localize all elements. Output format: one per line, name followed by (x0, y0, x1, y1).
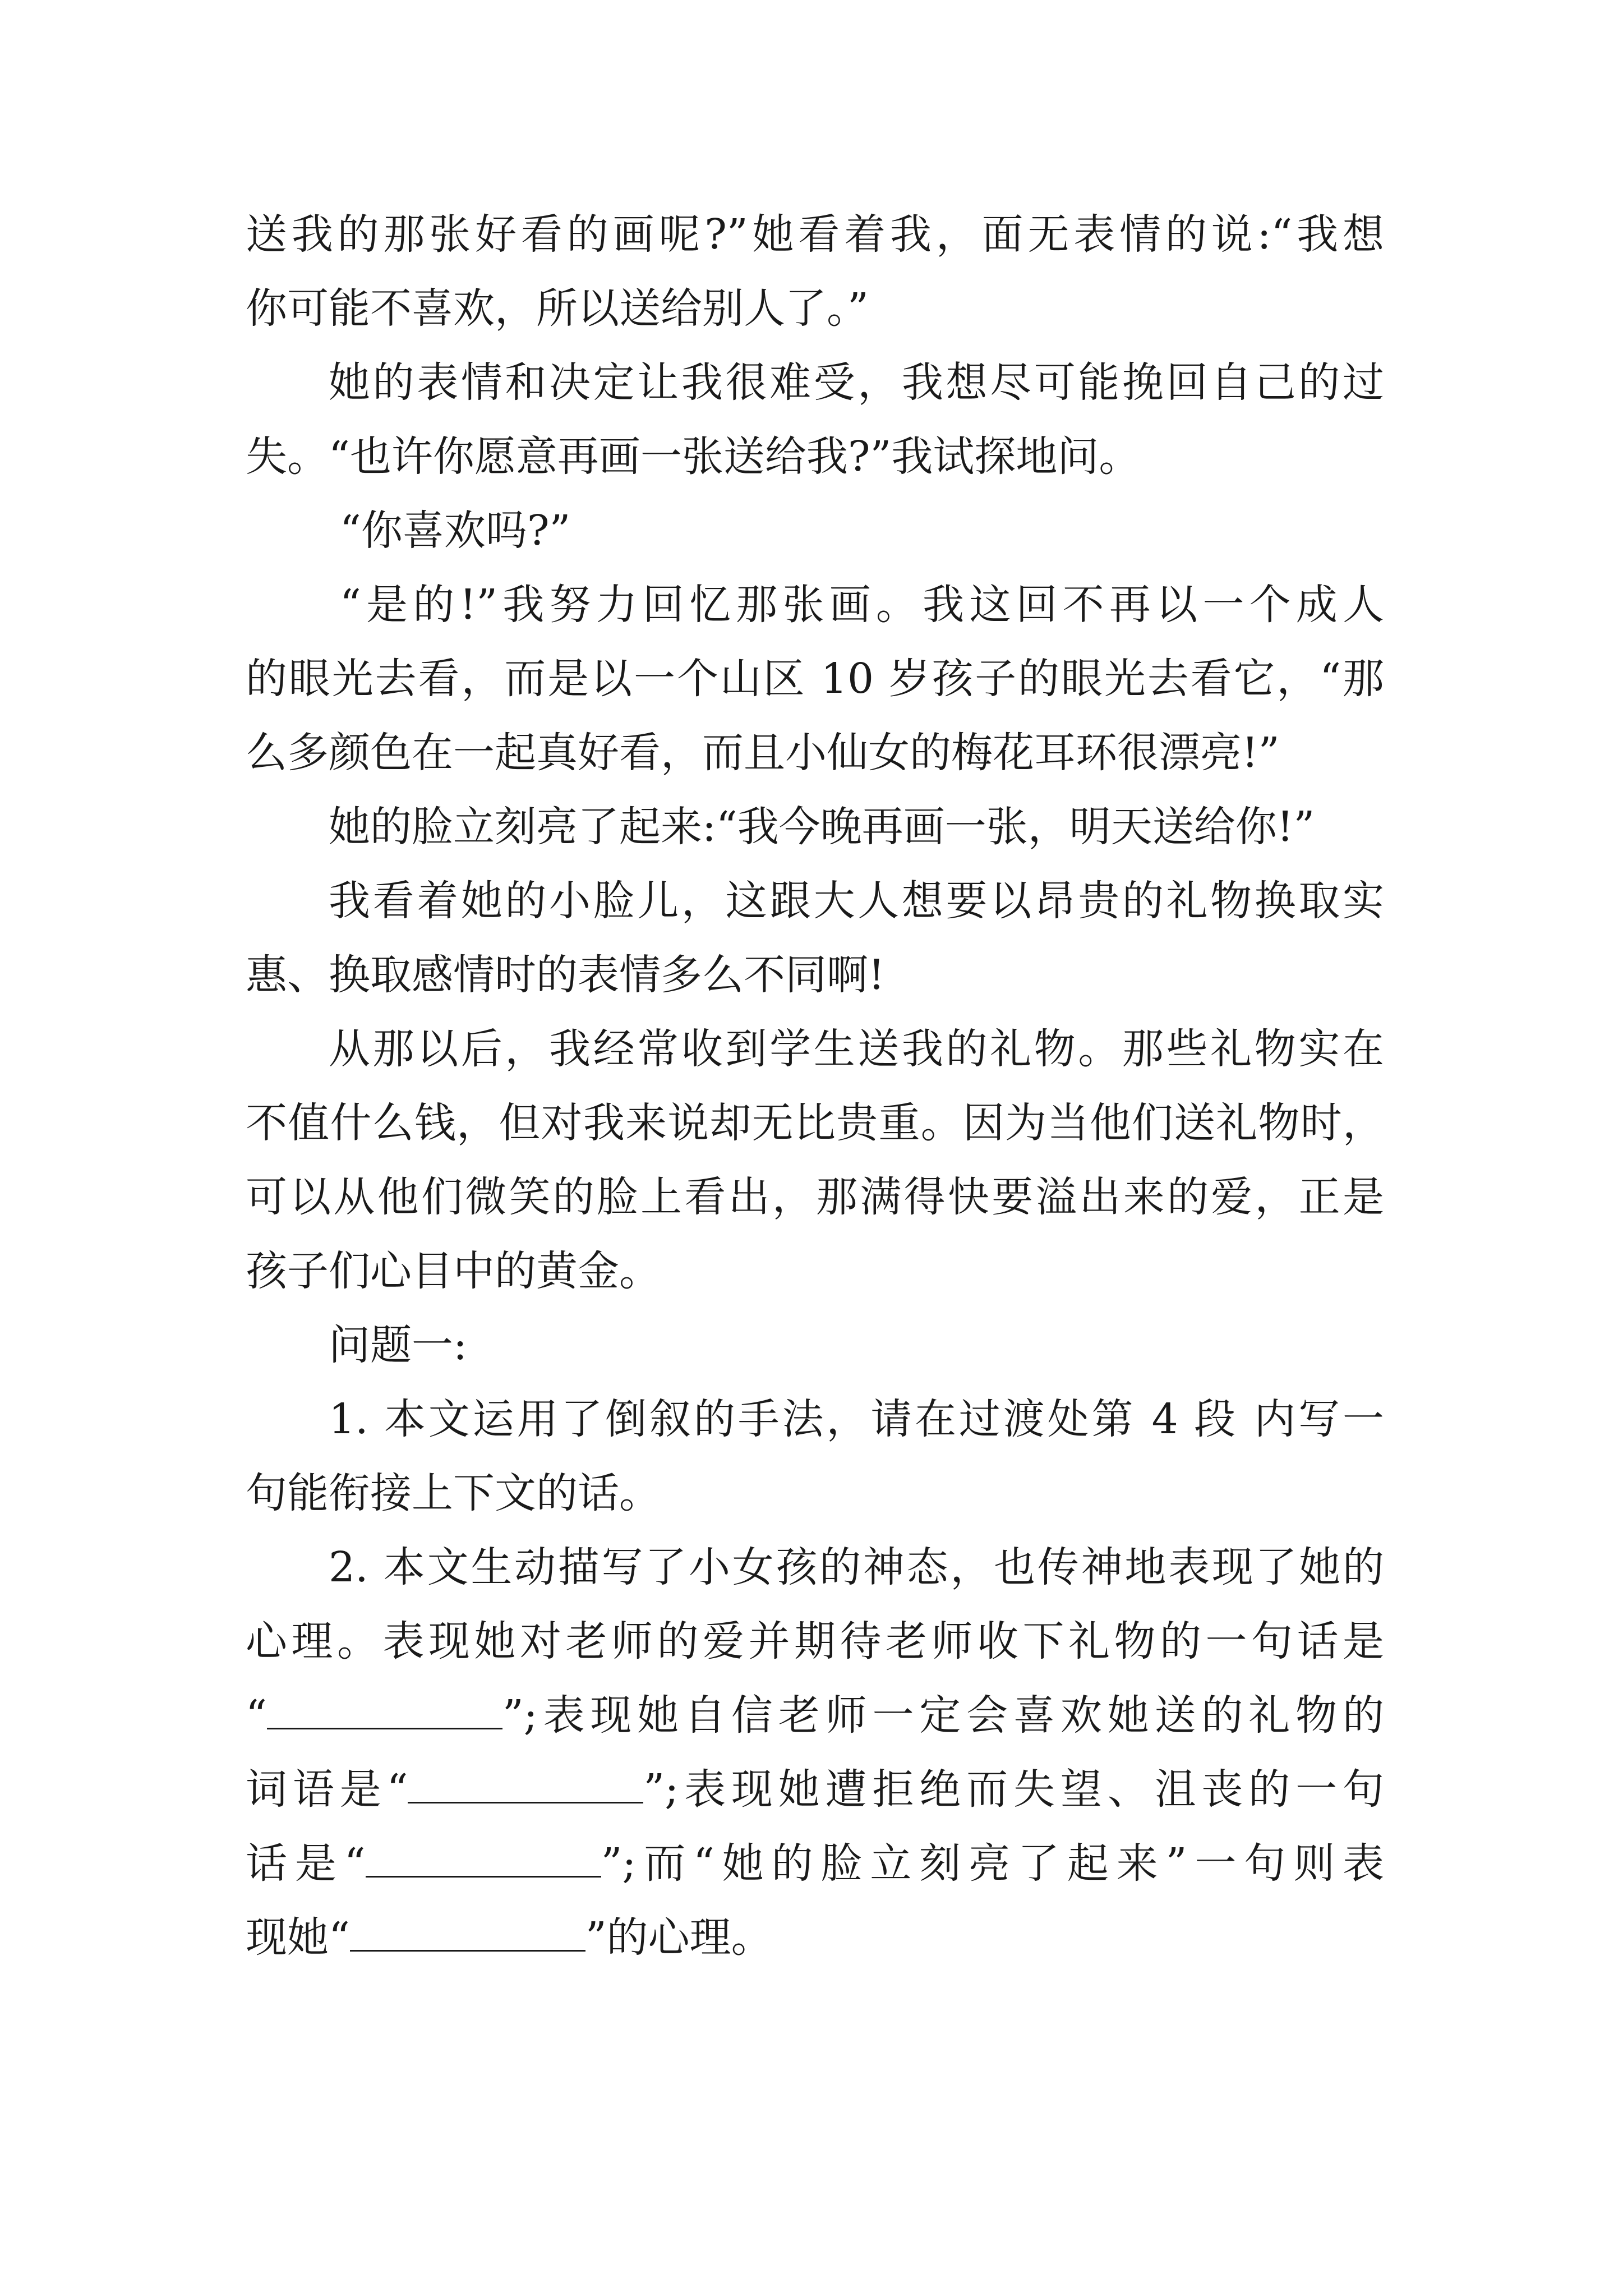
text-segment: “ (246, 1691, 267, 1740)
text-line: 送我的那张好看的画呢?”她看着我，面无表情的说:“我想 (246, 210, 1384, 259)
text-segment: ”的心理。 (585, 1913, 773, 1962)
text-line (246, 1678, 1384, 1752)
text-line: 1. 本文运用了倒叙的手法，请在过渡处第 4 段 内写一 (329, 1395, 1384, 1443)
text-line: 么多颜色在一起真好看，而且小仙女的梅花耳环很漂亮!” (246, 729, 1280, 777)
text-line: 可以从他们微笑的脸上看出，那满得快要溢出来的爱，正是 (246, 1173, 1384, 1221)
answer-blank (408, 1768, 643, 1803)
text-line (246, 1901, 1384, 1975)
text-line: 从那以后，我经常收到学生送我的礼物。那些礼物实在 (329, 1025, 1384, 1073)
text-line: 的眼光去看，而是以一个山区 10 岁孩子的眼光去看它，“那 (246, 655, 1384, 703)
text-line: 问题一: (329, 1321, 467, 1369)
answer-blank (267, 1694, 502, 1729)
text-line: 你可能不喜欢，所以送给别人了。” (246, 284, 869, 333)
text-segment: ”;表现她自信老师一定会喜欢她送的礼物的 (502, 1691, 1384, 1740)
text-segment: ”;表现她遭拒绝而失望、沮丧的一句 (643, 1765, 1384, 1814)
text-segment: 话是“ (246, 1839, 366, 1888)
text-line: 她的表情和决定让我很难受，我想尽可能挽回自己的过 (329, 358, 1384, 407)
text-line: 句能衔接上下文的话。 (246, 1469, 661, 1517)
text-line: 失。“也许你愿意再画一张送给我?”我试探地问。 (246, 432, 1141, 481)
text-line: 不值什么钱，但对我来说却无比贵重。因为当他们送礼物时， (246, 1099, 1384, 1147)
text-line: 2. 本文生动描写了小女孩的神态，也传神地表现了她的 (329, 1543, 1384, 1591)
text-line: 孩子们心目中的黄金。 (246, 1247, 661, 1295)
text-segment: 词语是“ (246, 1765, 408, 1814)
text-segment: ”;而“她的脸立刻亮了起来”一句则表 (601, 1839, 1384, 1888)
text-line: 我看着她的小脸儿，这跟大人想要以昂贵的礼物换取实 (329, 877, 1384, 925)
document-body (246, 197, 1384, 1975)
text-line (246, 1826, 1384, 1901)
answer-blank (350, 1916, 585, 1952)
text-line: 心理。表现她对老师的爱并期待老师收下礼物的一句话是 (246, 1617, 1384, 1665)
text-segment: 现她“ (246, 1913, 350, 1962)
text-line: “是的!”我努力回忆那张画。我这回不再以一个成人 (340, 581, 1384, 629)
answer-blank (366, 1842, 601, 1878)
text-line (246, 1752, 1384, 1826)
text-line: 她的脸立刻亮了起来:“我今晚再画一张，明天送给你!” (329, 803, 1315, 851)
text-line: 惠、换取感情时的表情多么不同啊! (246, 951, 885, 999)
text-line: “你喜欢吗?” (340, 507, 571, 555)
